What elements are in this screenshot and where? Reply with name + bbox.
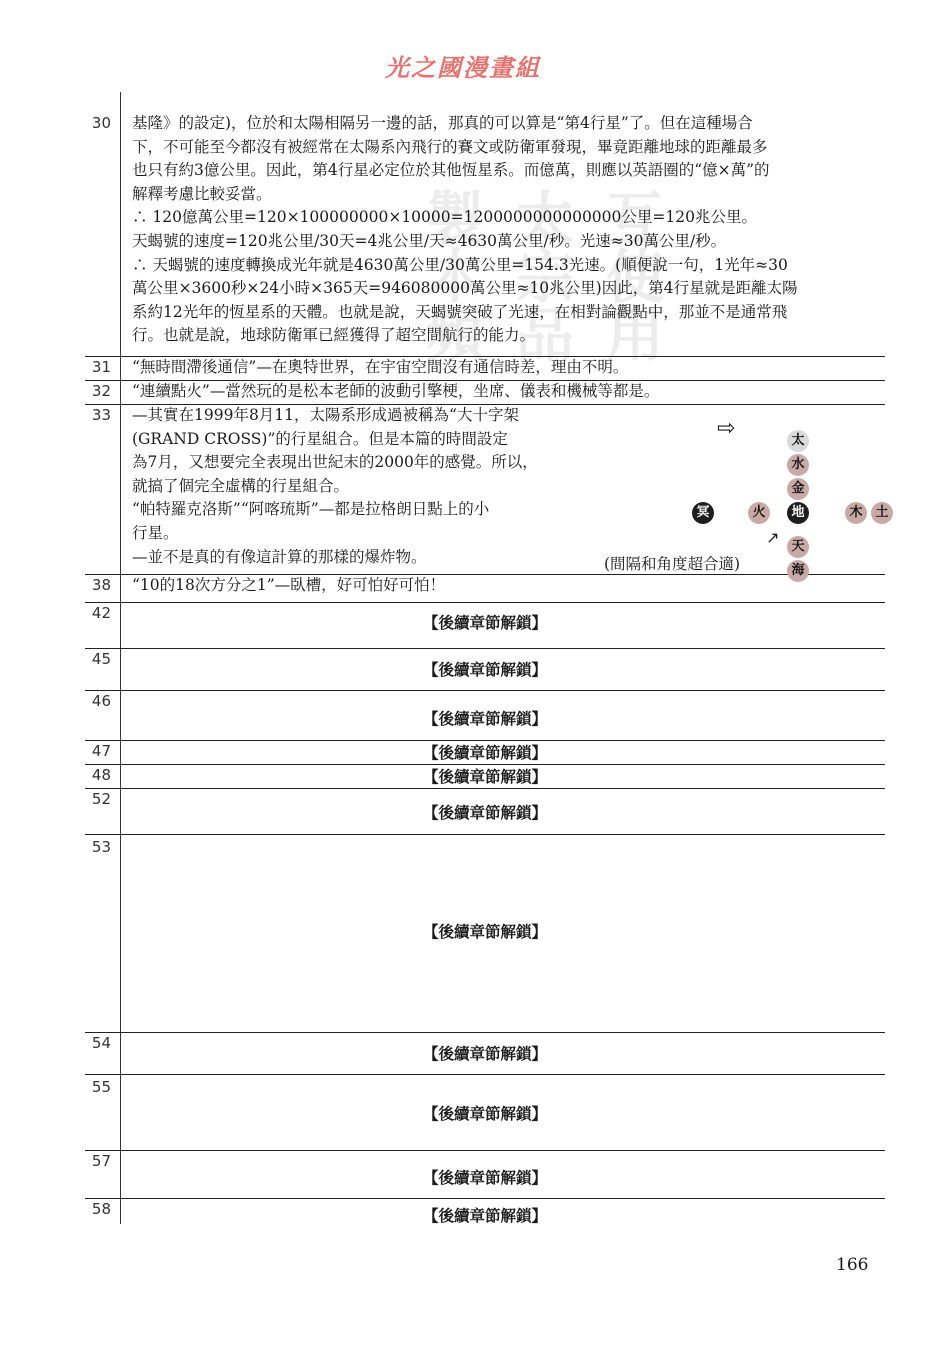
- paragraph-line: 系約12光年的恆星系的天體。也就是說，天蝎號突破了光速，在相對論觀點中，那並不是通常飛: [132, 302, 788, 321]
- row-body: [132, 356, 879, 380]
- row-number: 38: [91, 576, 111, 594]
- locked-chapter-label: 【後續章節解鎖】: [422, 1206, 547, 1225]
- paragraph-line: 為7月，又想要完全表現出世紀末的2000年的感覺。所以，: [132, 453, 538, 472]
- note-row-30: [85, 112, 885, 357]
- row-number: 30: [91, 114, 111, 132]
- row-number: 33: [91, 406, 111, 424]
- locked-chapter-label: 【後續章節解鎖】: [422, 1168, 547, 1187]
- site-logo: 光之國漫畫組: [385, 54, 541, 82]
- paragraph-line: 下，不可能至今都沒有被經常在太陽系內飛行的賽文或防衛軍發現，畢竟距離地球的距離最多: [132, 137, 768, 156]
- note-row-53: [85, 834, 885, 1033]
- note-row-52: [85, 788, 885, 835]
- note-row-42: [85, 602, 885, 649]
- row-text: “無時間滯後通信”—在奧特世界，在宇宙空間沒有通信時差，理由不明。: [132, 358, 629, 376]
- row-number: 45: [91, 650, 111, 668]
- row-number: 47: [91, 742, 111, 760]
- watermark-text: 互使用: [596, 188, 664, 362]
- paragraph-line: 行星。: [132, 523, 179, 542]
- watermark-text: 製本頻: [416, 188, 484, 362]
- note-row-55: [85, 1074, 885, 1151]
- note-row-58: [85, 1198, 885, 1228]
- paragraph-line: ∴ 120億萬公里=120×100000000×10000=1200000000000000公里=120兆公里。: [132, 208, 757, 227]
- note-row-31: [85, 356, 885, 381]
- row-number: 48: [91, 766, 111, 784]
- planet-neptune: 海: [787, 560, 809, 582]
- row-number: 58: [91, 1200, 111, 1218]
- diagram-caption: (間隔和角度超合適): [604, 555, 741, 573]
- page-number: 166: [836, 1255, 869, 1275]
- row-body: [132, 112, 879, 348]
- locked-chapter-label: 【後續章節解鎖】: [422, 743, 547, 762]
- arrow-right-icon: ⇨: [717, 416, 736, 441]
- planet-saturn: 土: [871, 502, 893, 524]
- locked-chapter-label: 【後續章節解鎖】: [422, 709, 547, 728]
- paragraph-line: 基隆》的設定)，位於和太陽相隔另一邊的話，那真的可以算是“第4行星”了。但在這種場合: [132, 114, 753, 132]
- planet-pluto: 冥: [692, 502, 714, 524]
- locked-chapter-label: 【後續章節解鎖】: [422, 1104, 547, 1123]
- locked-chapter-label: 【後續章節解鎖】: [422, 803, 547, 822]
- note-row-32: [85, 380, 885, 405]
- row-number: 46: [91, 692, 111, 710]
- paragraph-line: —並不是真的有像這計算的那樣的爆炸物。: [132, 547, 427, 566]
- paragraph-line: 萬公里×3600秒×24小時×365天=946080000萬公里≈10兆公里)因此，第4行星就是距離太陽: [132, 279, 798, 298]
- row-text: “連續點火”—當然玩的是松本老師的波動引擎梗，坐席、儀表和機械等都是。: [132, 382, 660, 400]
- row-number: 53: [91, 838, 111, 856]
- paragraph-line: —其實在1999年8月11，太陽系形成過被稱為“大十字架: [132, 406, 519, 424]
- paragraph-line: 也只有約3億公里。因此，第4行星必定位於其他恆星系。而億萬，則應以英語圈的“億×萬”的: [132, 161, 770, 180]
- paragraph-line: 解釋考慮比較妥當。: [132, 184, 272, 203]
- planet-earth: 地: [787, 502, 809, 524]
- locked-chapter-label: 【後續章節解鎖】: [422, 922, 547, 941]
- planet-uranus: 天: [787, 536, 809, 558]
- row-number: 42: [91, 604, 111, 622]
- planet-mercury: 水: [787, 454, 809, 476]
- paragraph-line: 行。也就是說，地球防衛軍已經獲得了超空間航行的能力。: [132, 326, 536, 345]
- note-row-47: [85, 740, 885, 765]
- note-row-57: [85, 1150, 885, 1199]
- planet-sun: 太: [787, 430, 809, 452]
- locked-chapter-label: 【後續章節解鎖】: [422, 767, 547, 786]
- note-row-45: [85, 648, 885, 691]
- row-number: 32: [91, 382, 111, 400]
- row-number: 31: [91, 358, 111, 376]
- arrow-diagonal-icon: ↗: [766, 528, 780, 547]
- row-text: “10的18次方分之1”—臥槽，好可怕好可怕！: [132, 576, 446, 594]
- note-row-54: [85, 1032, 885, 1075]
- planet-alignment-diagram: [600, 410, 900, 580]
- row-number: 52: [91, 790, 111, 808]
- watermark-text: 太宗品: [506, 188, 574, 362]
- paragraph-line: 天蝎號的速度=120兆公里/30天=4兆公里/天≈4630萬公里/秒。光速≈30萬公里/秒。: [132, 231, 727, 250]
- locked-chapter-label: 【後續章節解鎖】: [422, 613, 547, 632]
- planet-jupiter: 木: [845, 502, 867, 524]
- note-row-46: [85, 690, 885, 741]
- note-row-48: [85, 764, 885, 789]
- paragraph-line: “帕特羅克洛斯”“阿喀琉斯”—都是拉格朗日點上的小: [132, 500, 490, 519]
- planet-venus: 金: [787, 478, 809, 500]
- locked-chapter-label: 【後續章節解鎖】: [422, 660, 547, 679]
- row-number: 55: [91, 1078, 111, 1096]
- planet-mars: 火: [748, 502, 770, 524]
- locked-chapter-label: 【後續章節解鎖】: [422, 1044, 547, 1063]
- row-number: 54: [91, 1034, 111, 1052]
- note-row-38: [85, 574, 885, 603]
- row-body: [132, 574, 879, 598]
- row-number: 57: [91, 1152, 111, 1170]
- paragraph-line: (GRAND CROSS)”的行星組合。但是本篇的時間設定: [132, 429, 508, 448]
- paragraph-line: ∴ 天蝎號的速度轉換成光年就是4630萬公里/30萬公里=154.3光速。(順便說一句，1光年≈30: [132, 255, 788, 274]
- row-body: [132, 380, 879, 404]
- paragraph-line: 就搞了個完全虛構的行星組合。: [132, 476, 350, 495]
